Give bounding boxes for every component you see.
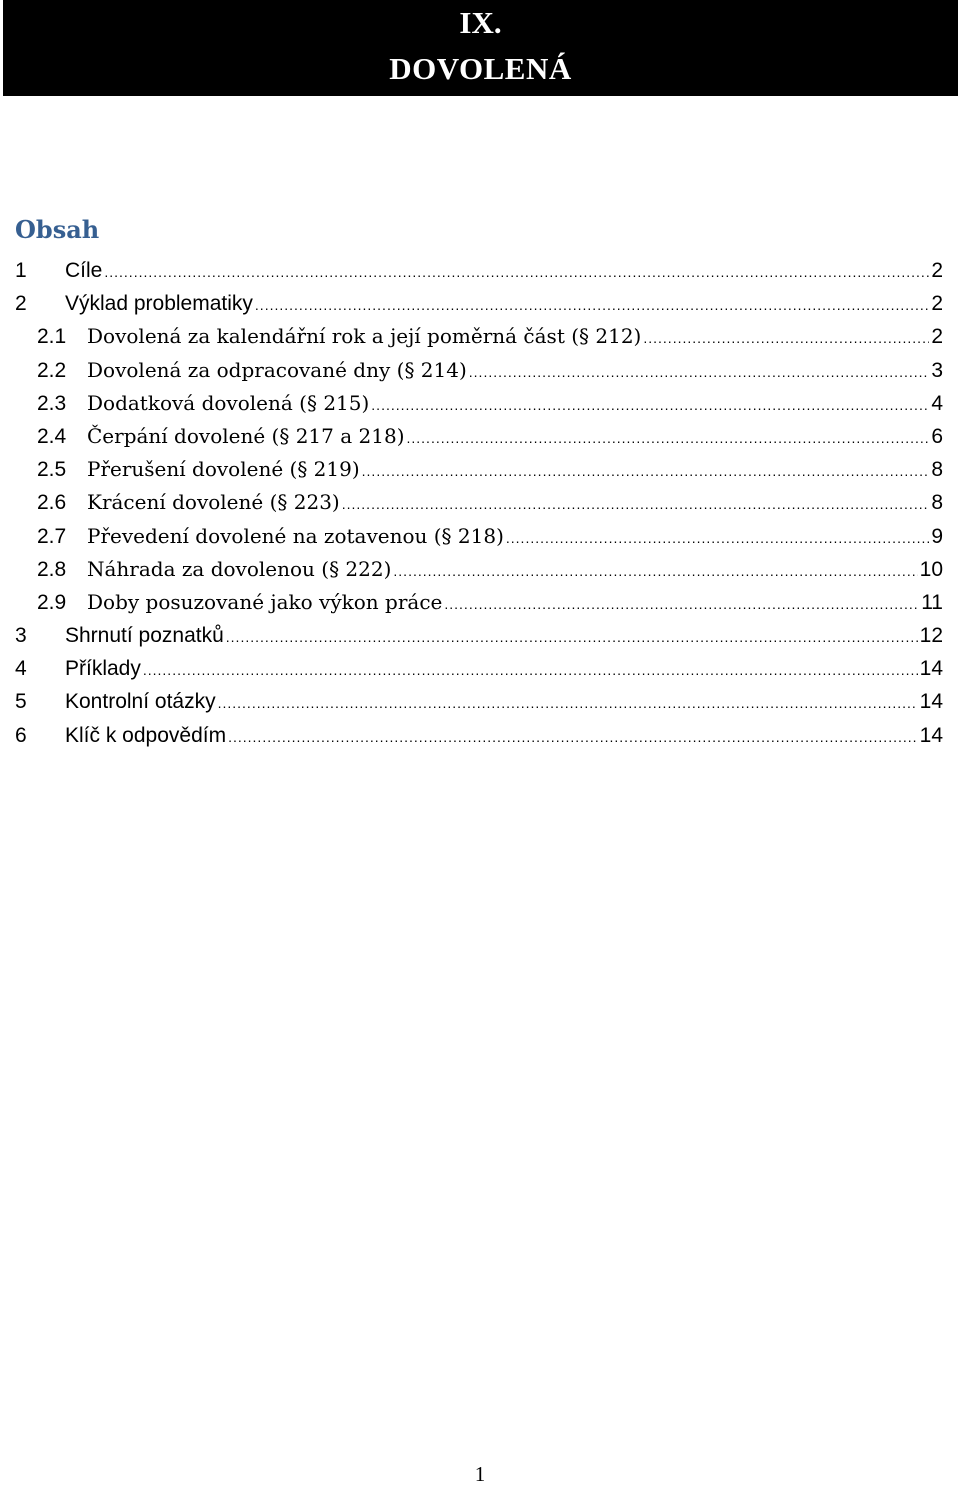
toc-entry-title[interactable]: Shrnutí poznatků xyxy=(65,624,224,648)
chapter-number: IX. xyxy=(459,5,502,40)
toc-entry-title[interactable]: Klíč k odpovědím xyxy=(65,723,227,747)
toc-entry-title[interactable]: Čerpání dovolené (§ 217 a 218) xyxy=(87,423,405,448)
toc-entry[interactable] xyxy=(15,254,943,287)
toc-entry-number: 2.3 xyxy=(37,391,67,415)
toc-dot-leader xyxy=(506,522,929,555)
toc-entry-title[interactable]: Náhrada za dovolenou (§ 222) xyxy=(87,556,392,581)
toc-dot-leader xyxy=(444,588,919,621)
toc-entry[interactable] xyxy=(15,486,943,519)
toc-entry-page: 11 xyxy=(921,590,943,614)
toc-heading: Obsah xyxy=(15,215,100,244)
toc-entry-title[interactable]: Příklady xyxy=(65,657,141,681)
toc-entry[interactable] xyxy=(15,619,943,652)
toc-entry-page: 14 xyxy=(919,723,943,747)
toc-dot-leader xyxy=(228,721,918,754)
toc-entry-page: 4 xyxy=(931,391,943,415)
toc-dot-leader xyxy=(218,687,918,720)
toc-entry-number: 2.5 xyxy=(37,458,67,482)
toc-entry[interactable] xyxy=(15,287,943,320)
toc-entry-page: 9 xyxy=(931,524,943,548)
toc-entry-number: 2.4 xyxy=(37,424,67,448)
toc-entry[interactable] xyxy=(15,453,943,486)
toc-entry-title[interactable]: Dovolená za odpracované dny (§ 214) xyxy=(87,357,467,382)
chapter-title: DOVOLENÁ xyxy=(389,51,572,86)
toc-entry-page: 10 xyxy=(919,557,943,581)
toc-entry-page: 2 xyxy=(931,292,943,316)
toc-entry[interactable] xyxy=(15,652,943,685)
toc-entry-page: 8 xyxy=(931,458,943,482)
toc-dot-leader xyxy=(407,422,930,455)
toc-entry-page: 8 xyxy=(931,491,943,515)
toc-entry-number: 1 xyxy=(15,259,27,282)
toc-dot-leader xyxy=(143,654,918,687)
toc-entry-page: 6 xyxy=(931,424,943,448)
toc-entry-number: 2.2 xyxy=(37,358,67,382)
toc-entry[interactable] xyxy=(15,685,943,718)
toc-entry-page: 2 xyxy=(931,259,943,282)
toc-entry-title[interactable]: Kontrolní otázky xyxy=(65,690,216,714)
toc-dot-leader xyxy=(255,289,929,322)
toc-entry-title[interactable]: Dodatková dovolená (§ 215) xyxy=(87,390,370,415)
toc-entry-title[interactable]: Převedení dovolené na zotavenou (§ 218) xyxy=(87,523,504,548)
table-of-contents xyxy=(15,254,943,752)
toc-entry-title[interactable]: Dovolená za kalendářní rok a její poměrná část (§ 212) xyxy=(87,324,642,349)
toc-entry[interactable] xyxy=(15,320,943,353)
toc-entry-title[interactable]: Doby posuzované jako výkon práce xyxy=(87,589,443,614)
toc-entry-number: 4 xyxy=(15,657,27,681)
toc-entry-title[interactable]: Cíle xyxy=(65,259,103,282)
toc-dot-leader xyxy=(469,356,930,389)
toc-entry[interactable] xyxy=(15,354,943,387)
toc-entry-number: 2 xyxy=(15,292,27,316)
toc-dot-leader xyxy=(371,389,929,422)
toc-dot-leader xyxy=(226,621,918,654)
toc-dot-leader xyxy=(342,488,930,521)
toc-entry-number: 2.6 xyxy=(37,491,67,515)
toc-entry-page: 14 xyxy=(919,657,943,681)
toc-entry-number: 2.9 xyxy=(37,590,67,614)
toc-entry[interactable] xyxy=(15,520,943,553)
toc-entry-number: 2.8 xyxy=(37,557,67,581)
toc-entry-title[interactable]: Přerušení dovolené (§ 219) xyxy=(87,457,360,482)
toc-dot-leader xyxy=(362,455,930,488)
toc-entry[interactable] xyxy=(15,553,943,586)
toc-dot-leader xyxy=(643,322,929,355)
toc-dot-leader xyxy=(393,555,917,588)
toc-dot-leader xyxy=(104,256,929,289)
toc-entry-number: 2.1 xyxy=(37,325,67,349)
toc-entry-page: 2 xyxy=(931,325,943,349)
toc-entry-title[interactable]: Výklad problematiky xyxy=(65,292,253,316)
toc-entry-number: 5 xyxy=(15,690,27,714)
toc-entry-page: 12 xyxy=(919,624,943,648)
toc-entry[interactable] xyxy=(15,387,943,420)
toc-entry[interactable] xyxy=(15,420,943,453)
toc-entry-number: 3 xyxy=(15,624,27,648)
toc-entry[interactable] xyxy=(15,719,943,752)
toc-entry[interactable] xyxy=(15,586,943,619)
toc-entry-number: 2.7 xyxy=(37,524,67,548)
toc-entry-page: 3 xyxy=(931,358,943,382)
page-number: 1 xyxy=(474,1462,486,1486)
toc-entry-page: 14 xyxy=(919,690,943,714)
toc-entry-title[interactable]: Krácení dovolené (§ 223) xyxy=(87,490,340,515)
toc-entry-number: 6 xyxy=(15,723,27,747)
chapter-header xyxy=(3,0,958,96)
